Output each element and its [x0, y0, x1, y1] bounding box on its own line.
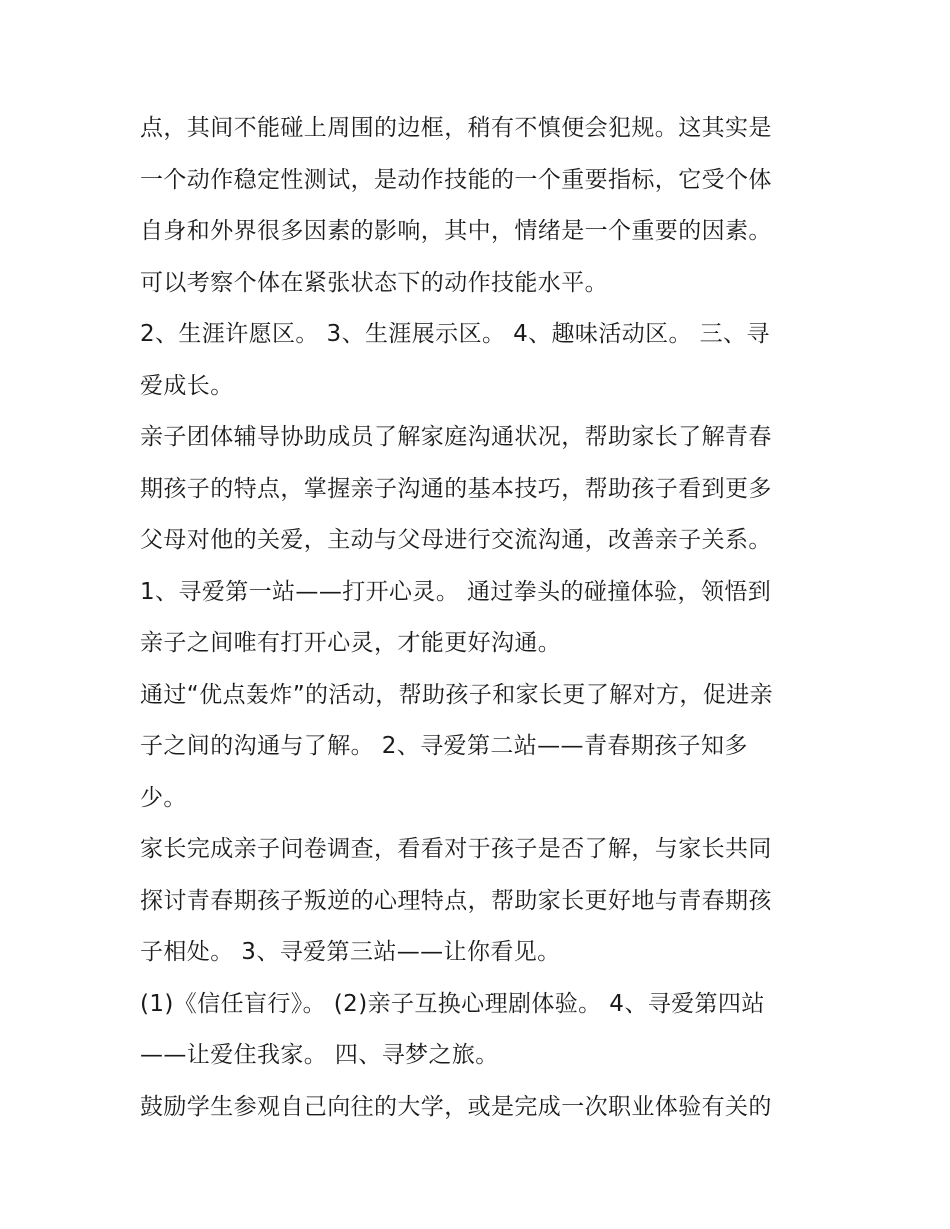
- text-line: 鼓励学生参观自己向往的大学，或是完成一次职业体验有关的: [140, 1093, 772, 1120]
- text-line: 自身和外界很多因素的影响，其中，情绪是一个重要的因素。: [140, 218, 772, 244]
- text-line: 可以考察个体在紧张状态下的动作技能水平。: [140, 269, 608, 296]
- text-line: 子之间的沟通与了解。 2、寻爱第二站——青春期孩子知多: [140, 733, 748, 759]
- text-line: 父母对他的关爱，主动与父母进行交流沟通，改善亲子关系。: [140, 527, 772, 553]
- text-line: 少。: [140, 784, 187, 811]
- document-body: [140, 103, 830, 1133]
- text-line: 通过“优点轰炸”的活动，帮助孩子和家长更了解对方，促进亲: [140, 681, 774, 708]
- text-line: 爱成长。: [140, 372, 234, 399]
- text-line: 亲子之间唯有打开心灵，才能更好沟通。: [140, 630, 562, 656]
- text-line: 一个动作稳定性测试，是动作技能的一个重要指标，它受个体: [140, 166, 772, 193]
- text-line: 探讨青春期孩子叛逆的心理特点，帮助家长更好地与青春期孩: [140, 887, 772, 914]
- text-line: ——让爱住我家。 四、寻梦之旅。: [140, 1042, 499, 1068]
- text-line: 1、寻爱第一站——打开心灵。 通过拳头的碰撞体验，领悟到: [140, 578, 772, 605]
- text-line: (1)《信任盲行》。 (2)亲子互换心理剧体验。 4、寻爱第四站: [140, 990, 765, 1017]
- text-line: 子相处。 3、寻爱第三站——让你看见。: [140, 939, 561, 965]
- text-line: 家长完成亲子问卷调查，看看对于孩子是否了解，与家长共同: [140, 836, 772, 862]
- text-line: 亲子团体辅导协助成员了解家庭沟通状况，帮助家长了解青春: [140, 424, 772, 450]
- text-line: 2、生涯许愿区。 3、生涯展示区。 4、趣味活动区。 三、寻: [140, 321, 770, 347]
- text-line: 期孩子的特点，掌握亲子沟通的基本技巧，帮助孩子看到更多: [140, 475, 772, 502]
- text-line: 点，其间不能碰上周围的边框，稍有不慎便会犯规。这其实是: [140, 115, 772, 141]
